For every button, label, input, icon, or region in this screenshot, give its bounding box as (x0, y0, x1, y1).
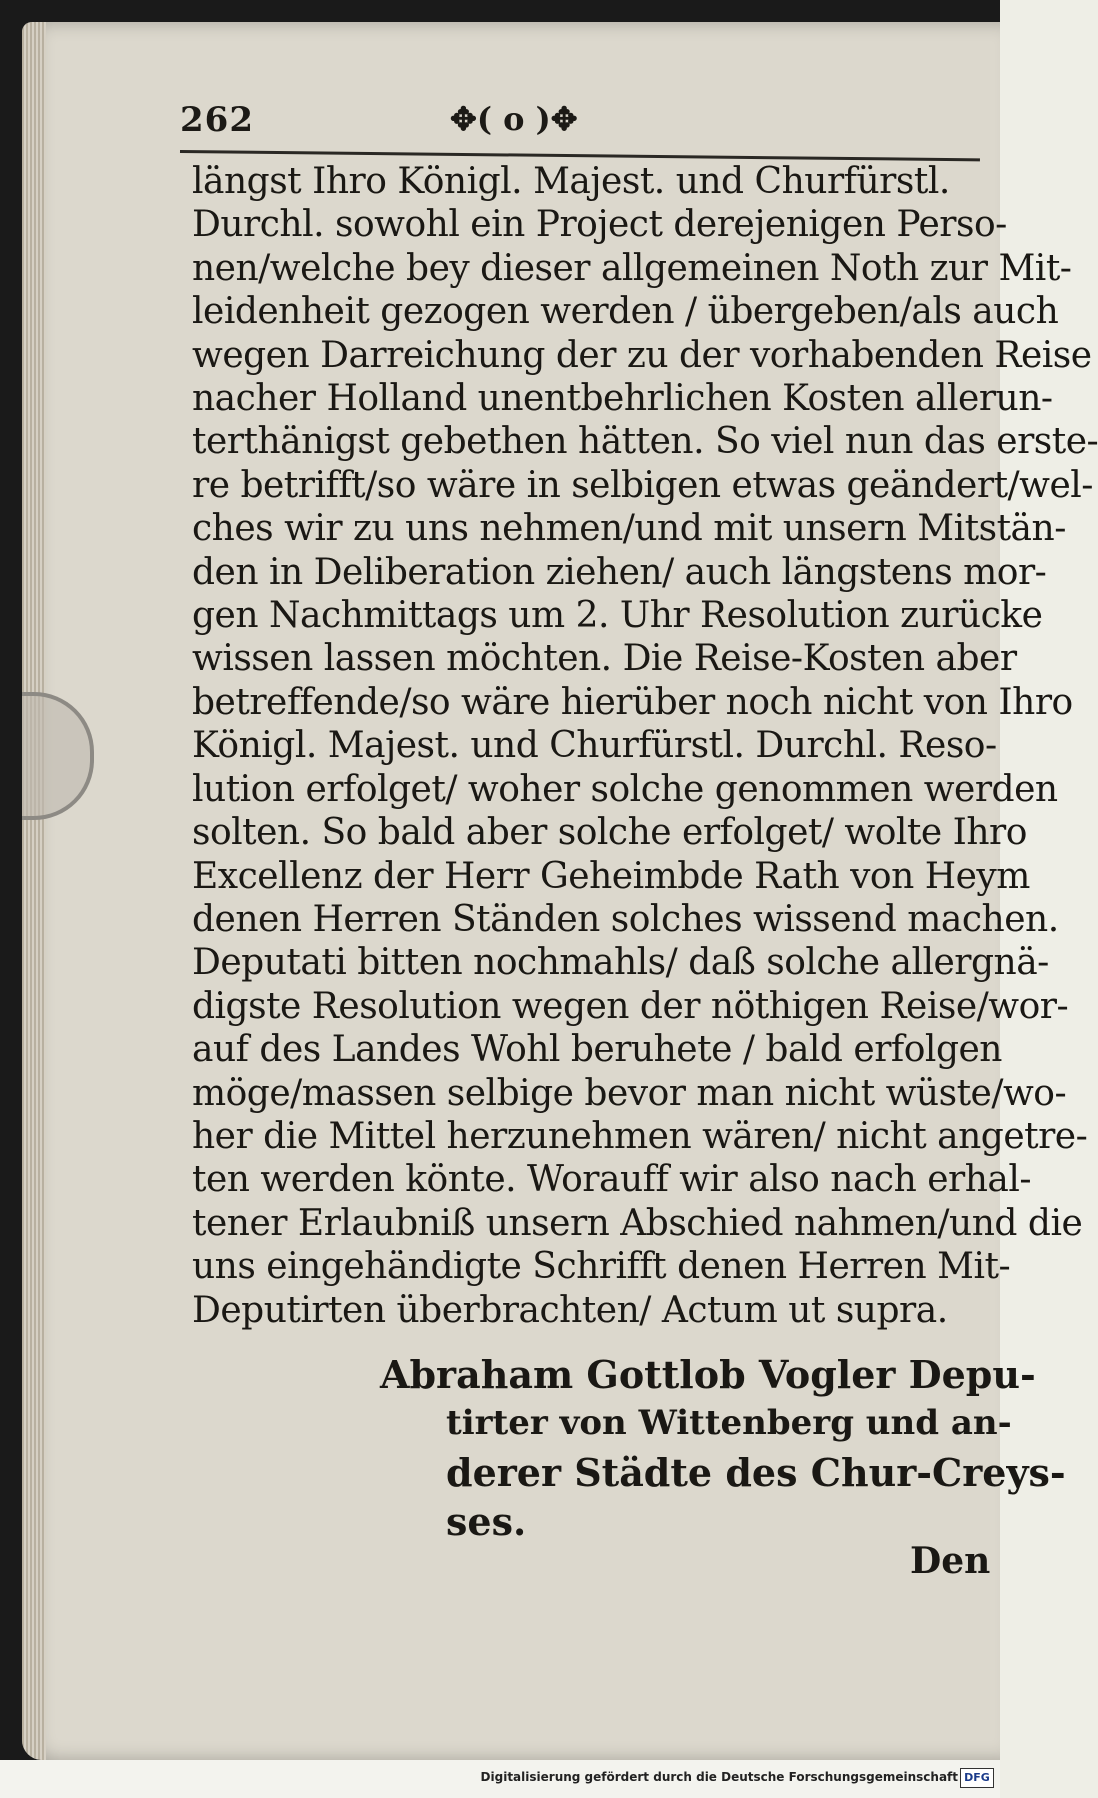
text-line: ten werden könte. Worauff wir also nach erhal- (192, 1159, 1032, 1201)
page-header (180, 100, 860, 146)
text-line: möge/massen selbige bevor man nicht wüste/wo- (192, 1072, 1067, 1114)
text-line: gen Nachmittags um 2. Uhr Resolution zurücke (192, 595, 1043, 637)
text-line: nen/welche bey dieser allgemeinen Noth zur Mit- (192, 247, 1072, 289)
funding-credit: Digitalisierung gefördert durch die Deutsche Forschungsgemeinschaft (480, 1770, 958, 1784)
text-line: Durchl. sowohl ein Project derejenigen Perso- (192, 204, 1007, 246)
text-line: lution erfolget/ woher solche genommen werden (192, 768, 1058, 810)
text-line: auf des Landes Wohl beruhete / bald erfolgen (192, 1029, 1002, 1071)
text-line: her die Mittel herzunehmen wären/ nicht angetre- (192, 1115, 1088, 1157)
text-line: ches wir zu uns nehmen/und mit unsern Mitstän- (192, 508, 1066, 550)
text-line: denen Herren Ständen solches wissend machen. (192, 898, 1059, 940)
text-line: wissen lassen möchten. Die Reise-Kosten aber (192, 638, 1017, 680)
body-text (192, 160, 1098, 1332)
text-line: nacher Holland unentbehrlichen Kosten allerun- (192, 378, 1053, 420)
signature-line: Abraham Gottlob Vogler Depu- (380, 1352, 1036, 1397)
text-line: betreffende/so wäre hierüber noch nicht von Ihro (192, 681, 1073, 723)
book-clasp-graphic (22, 692, 94, 820)
text-line: terthänigst gebethen hätten. So viel nun das erste- (192, 421, 1098, 463)
signature-line: derer Städte des Chur-Creys- (446, 1450, 1066, 1495)
dfg-logo: DFG (960, 1768, 994, 1788)
signature-line: ses. (446, 1499, 527, 1544)
text-line: Excellenz der Herr Geheimbde Rath von Heym (192, 855, 1030, 897)
page-number: 262 (180, 100, 254, 140)
text-line: längst Ihro Königl. Majest. und Churfürstl. (192, 161, 950, 202)
text-line: uns eingehändigte Schrifft denen Herren Mit- (192, 1246, 1011, 1288)
signature-block (380, 1350, 1066, 1546)
text-line: re betrifft/so wäre in selbigen etwas geändert/wel- (192, 464, 1093, 506)
catchword: Den (910, 1540, 991, 1582)
text-line: wegen Darreichung der zu der vorhabenden Reise (192, 334, 1092, 376)
text-line: tener Erlaubniß unsern Abschied nahmen/und die (192, 1202, 1083, 1244)
footer-bar (0, 1760, 1000, 1798)
text-line: den in Deliberation ziehen/ auch längstens mor- (192, 551, 1047, 593)
signature-line: tirter von Wittenberg und an- (446, 1403, 1012, 1443)
text-line: digste Resolution wegen der nöthigen Reise/wor- (192, 985, 1069, 1027)
header-ornament: ✥( o )✥ (450, 100, 578, 138)
text-line: Königl. Majest. und Churfürstl. Durchl. Reso- (192, 725, 997, 767)
text-line: Deputati bitten nochmahls/ daß solche allergnä- (192, 942, 1049, 984)
text-line: leidenheit gezogen werden / übergeben/als auch (192, 291, 1059, 333)
text-line: solten. So bald aber solche erfolget/ wolte Ihro (192, 812, 1027, 854)
text-line: Deputirten überbrachten/ Actum ut supra. (192, 1289, 948, 1331)
